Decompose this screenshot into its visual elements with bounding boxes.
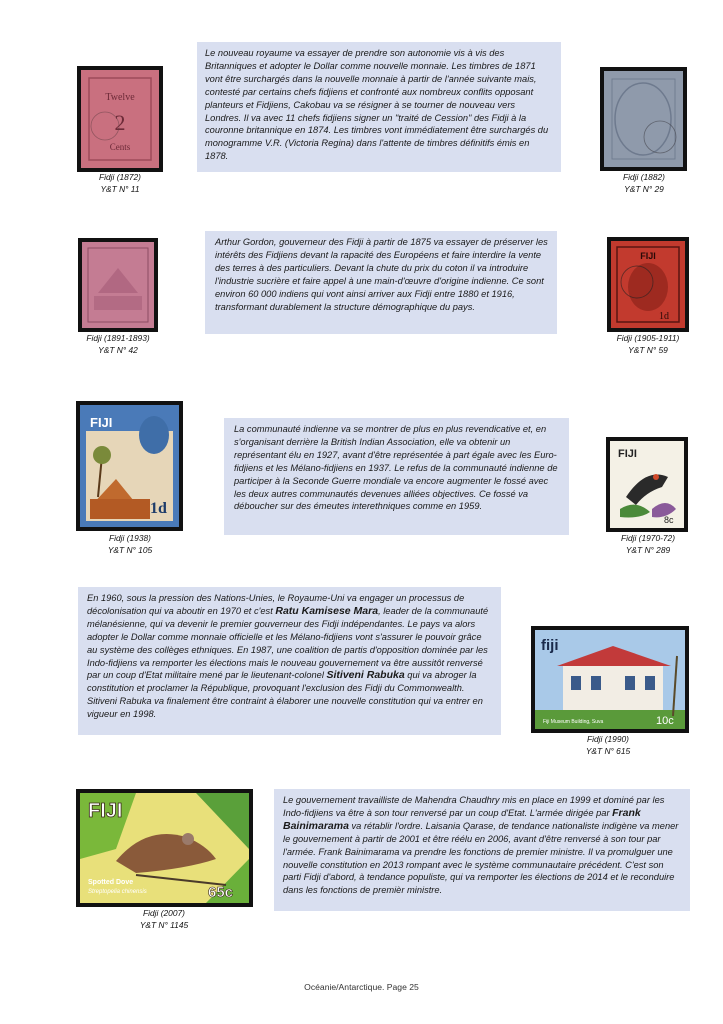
stamp-1882 [600,67,687,171]
stamp-1872-image [77,66,163,172]
stamp-1882-image [600,67,687,171]
paragraph-4 [78,587,501,735]
paragraph-5 [274,789,690,911]
stamp-1905-date: Fidji (1905-1911) [616,333,680,343]
stamp-1990 [531,626,689,733]
svg-text:2: 2 [114,110,126,135]
paragraph-5-text-c: va rétablir l'ordre. Laisania Qarase, de tendance nationaliste indigène va mener le gouvernement à partir de 2001 et être réélu en 2006, avant d'être renversé à son tour par l'armée. Frank Bainimarama va prendre les fonctions de premier ministre. Il va promulguer une nouvelle constitution en 2013 rompant avec le système communautaire précédent. C'est son parti Fidji d'abord, à tendance populiste, qui va remporter les élections de 2014 et le reconduire dans les fonctions de premièr ministre. [283,820,679,896]
page-footer: Océanie/Antarctique. Page 25 [304,982,419,992]
stamp-1970-ref: Y&T N° 289 [625,544,671,555]
stamp-2007-image [76,789,253,907]
person-name-rabuka: Sitiveni Rabuka [326,669,405,682]
paragraph-4-text-a: En 1960, sous la pression des Nations-Unies, le Royaume-Uni va engager un processus de décolonisation qui va aboutir en 1970 et c'est [87,593,465,616]
svg-text:1d: 1d [659,311,669,322]
paragraph-4-text-e: qui va abroger la constitution et proclamer la République, provoquant l'exclusion des Fidji du Commonwealth. Sitiveni Rabuka va finalement être contraint à élaborer une nouvelle constitution qui va entrer en vigueur en 1998. [87,670,483,720]
stamp-1891-image [78,238,158,332]
stamp-2007-date: Fidji (2007) [143,908,185,918]
svg-text:65c: 65c [208,884,234,901]
svg-text:1d: 1d [150,500,167,517]
svg-text:fiji: fiji [541,637,559,654]
stamp-1882-ref: Y&T N° 29 [624,183,664,194]
stamp-1970-caption [598,533,698,556]
stamp-1990-ref: Y&T N° 615 [585,745,631,756]
svg-text:Streptopelia chinensis: Streptopelia chinensis [88,889,147,895]
stamp-1905-ref: Y&T N° 59 [628,344,668,355]
stamp-2007-ref: Y&T N° 1145 [139,919,189,930]
svg-text:Twelve: Twelve [105,92,135,103]
paragraph-5-text-a: Le gouvernement travailliste de Mahendra Chaudhry mis en place en 1999 et dominé par les Indo-fidjiens va être à son tour renversé par un coup d'Etat. L'armée dirigée par [283,795,665,818]
paragraph-1-text: Le nouveau royaume va essayer de prendre son autonomie vis à vis des Britanniques et adopter le Dollar comme nouvelle monnaie. Les timbres de 1871 vont être surchargés dans la nouvelle monnaie à partir de l'année suivante mais, contesté par certains chefs fidjiens et confronté aux nombreux conflits opposant planteurs et Fidjiens, Cakobau va se résigner à se tourner de nouveau vers Londres. Il va avec 11 chefs fidjiens signer un "traité de Cession" des Fidji à la couronne britannique en 1874. Les timbres vont immédiatement être surchargés du monogramme V.R. (Victoria Regina) dans l'attente de timbres définitifs émis en 1878. [205,48,549,162]
svg-text:10c: 10c [656,715,674,727]
stamp-1882-date: Fidji (1882) [623,172,665,182]
stamp-1938 [76,401,183,531]
svg-text:Spotted Dove: Spotted Dove [88,879,134,886]
svg-text:FIJI: FIJI [640,251,656,261]
stamp-1891-ref: Y&T N° 42 [98,344,138,355]
stamp-1872-caption [70,172,170,195]
svg-text:FIJI: FIJI [88,800,123,822]
svg-text:8c: 8c [664,515,674,525]
stamp-1990-date: Fidji (1990) [587,734,629,744]
svg-text:FIJI: FIJI [618,448,637,460]
paragraph-2 [205,231,557,334]
stamp-1872-ref: Y&T N° 11 [100,183,140,194]
stamp-1905-image [607,237,689,332]
stamp-1938-image [76,401,183,531]
stamp-1891-caption [68,333,168,356]
stamp-1970-72 [606,437,688,532]
stamp-1872 [77,66,163,172]
svg-text:Fiji Museum Building, Suva: Fiji Museum Building, Suva [543,719,604,725]
person-name-mara: Ratu Kamisese Mara [275,604,379,617]
svg-text:FIJI: FIJI [90,415,113,430]
stamp-2007 [76,789,253,907]
stamp-1882-caption [594,172,694,195]
stamp-1891-date: Fidji (1891-1893) [86,333,150,343]
stamp-1905-1911 [607,237,689,332]
paragraph-3-text: La communauté indienne va se montrer de plus en plus revendicative et, en s'organisant derrière la British Indian Association, elle va obtenir un représentant élu en 1927, avant d'être représentée à part égale avec les Euro-fidjiens et les Mélano-fidjiens en 1937. Le refus de la communauté indienne de participer à la Seconde Guerre mondiale va encore augmenter le fossé avec les deux autres communautés devenues alliées objectives. Ce fossé va déboucher sur des émeutes interethniques comme en 1959. [234,424,558,512]
stamp-1938-caption [80,533,180,556]
paragraph-2-text: Arthur Gordon, gouverneur des Fidji à partir de 1875 va essayer de préserver les intérêts des Fidjiens devant la rapacité des Européens et faire interdire la vente des terres à des particuliers. Devant la chute du prix du coton il va introduire l'industrie sucrière et faire appel à une main-d'œuvre d'origine indienne. Ce sont environ 60 000 indiens qui vont ainsi arriver aux Fidji entre 1880 et 1916, transformant durablement la structure démographique du pays. [215,237,548,312]
paragraph-4-text-c: , leader de la communauté mélanésienne, qui va devenir le premier gouverneur des Fidji indépendantes. Le pays va alors adopter le Dollar comme monnaie officielle et les Mélano-fidjiens vont s'assurer le pouvoir grâce au système des collèges ethniques. En 1987, une coalition de partis d'opposition dominée par les Indo-fidjiens va remporter les élections mais le nouveau gouvernement va être aussitôt renversé par un coup d'Etat militaire mené par le lieutenant-colonel [87,605,489,681]
stamp-1970-date: Fidji (1970-72) [621,533,675,543]
stamp-1938-date: Fidji (1938) [109,533,151,543]
svg-text:Cents: Cents [109,142,131,152]
stamp-1938-ref: Y&T N° 105 [107,544,153,555]
stamp-1891-1893 [78,238,158,332]
paragraph-3 [224,418,569,535]
stamp-1872-date: Fidji (1872) [99,172,141,182]
stamp-1990-caption [558,734,658,757]
stamp-1905-caption [598,333,698,356]
stamp-1970-image [606,437,688,532]
stamp-1990-image [531,626,689,733]
stamp-2007-caption [114,908,214,931]
person-name-bainimarama: Frank Bainimarama [283,806,641,832]
paragraph-1 [197,42,561,172]
